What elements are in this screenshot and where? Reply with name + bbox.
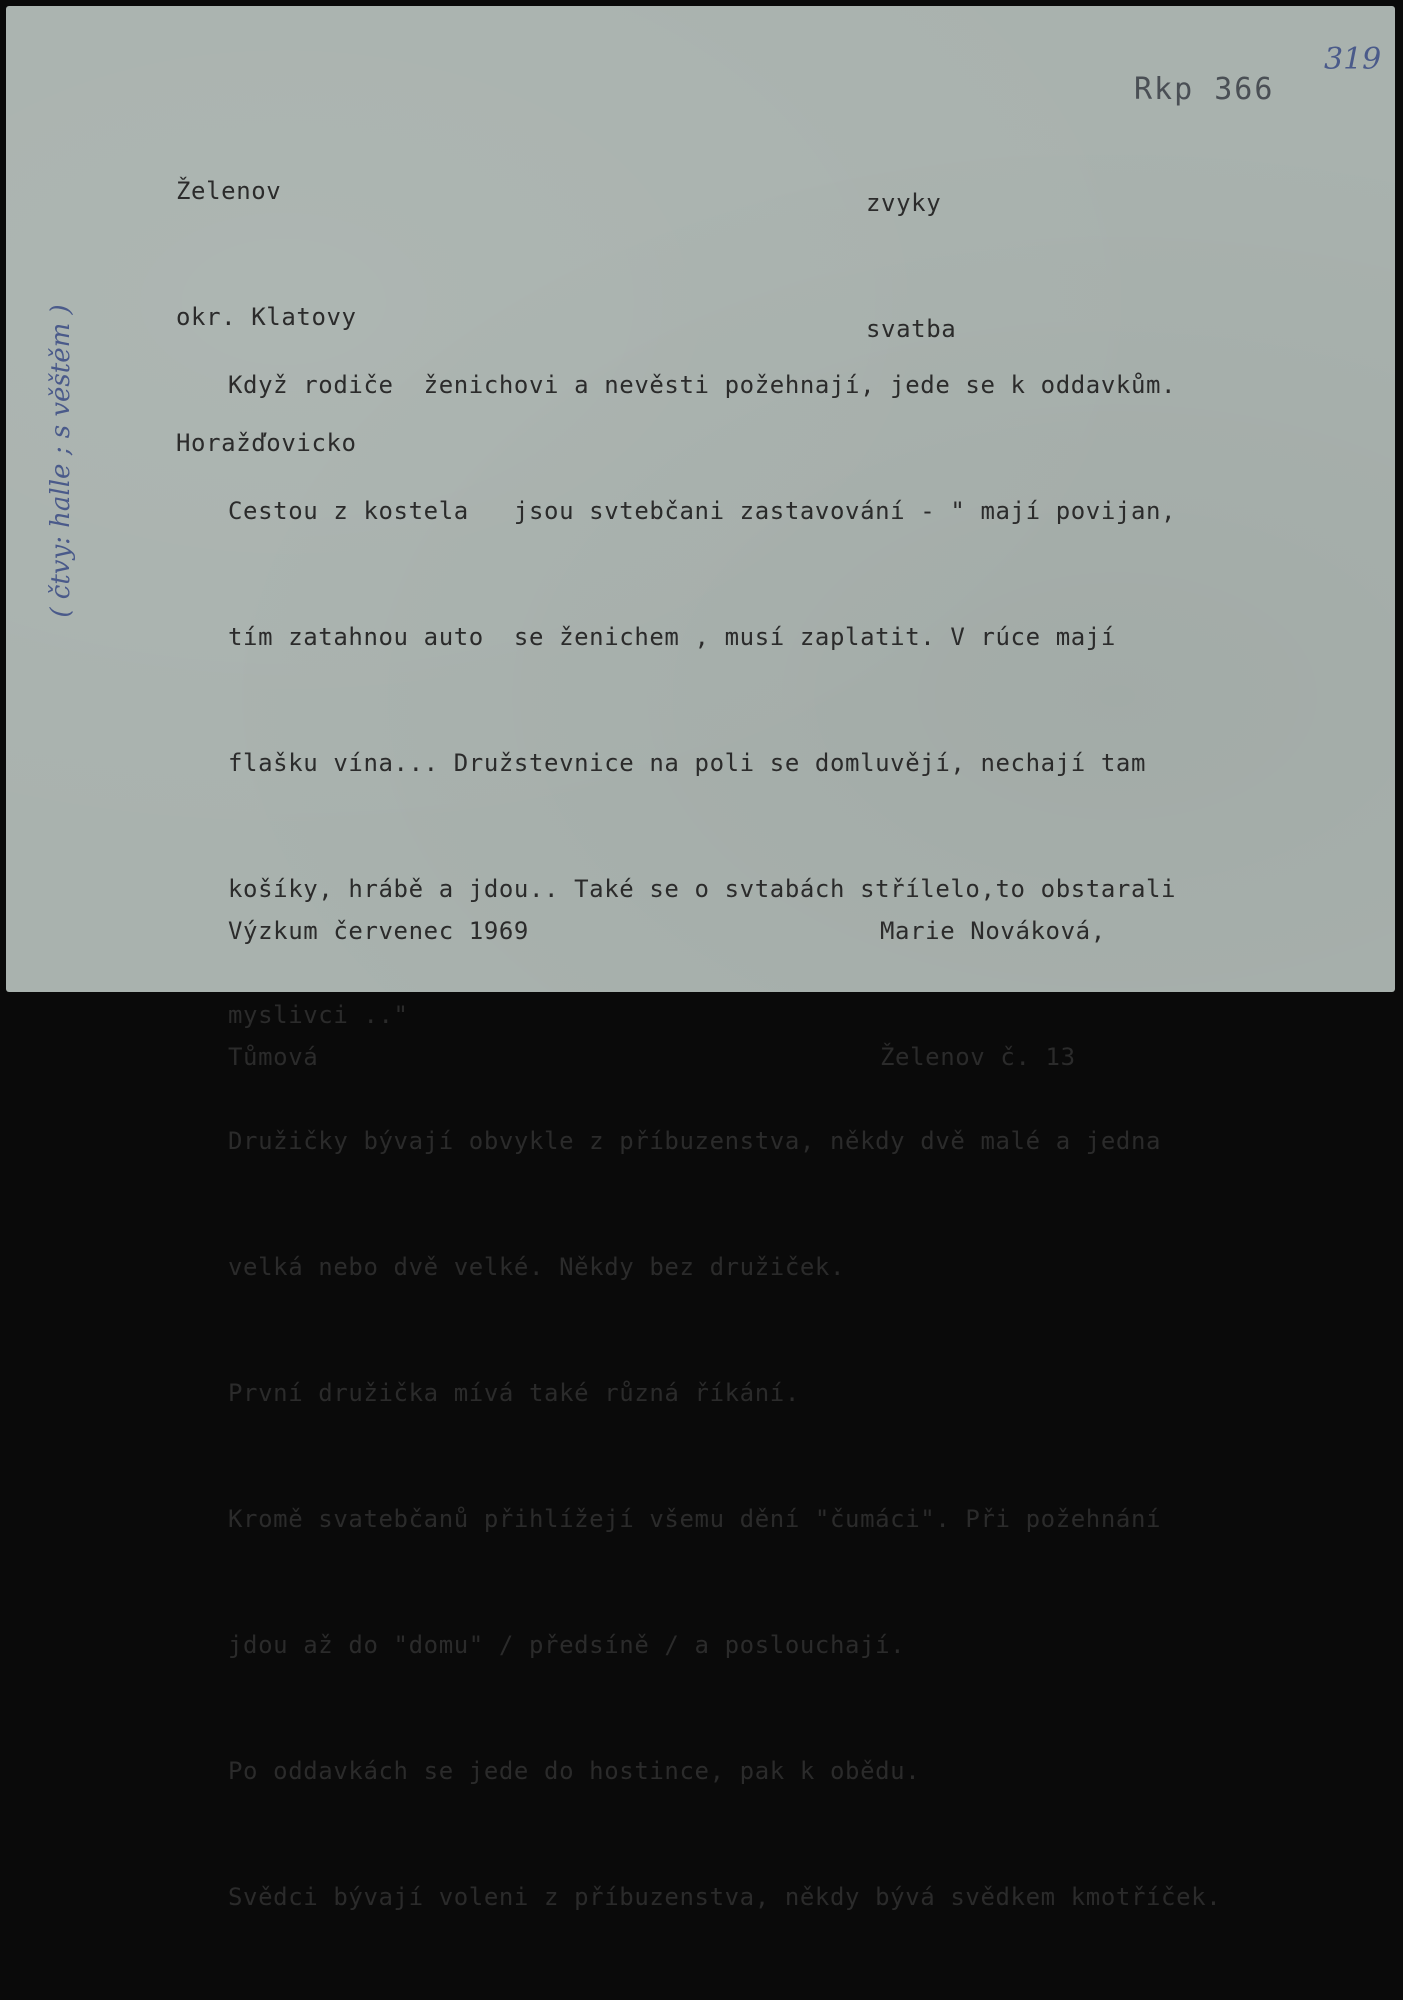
research-credit xyxy=(228,826,529,1162)
keyword-wedding: svatba xyxy=(866,315,957,343)
body-line: Kromě svatebčanů přihlížejí všemu dění "čumáci". Při požehnání xyxy=(228,1505,1162,1533)
research-date: Výzkum červenec 1969 xyxy=(228,917,529,945)
location-district: okr. Klatovy xyxy=(176,303,357,331)
location-village: Želenov xyxy=(176,177,282,205)
body-line: flašku vína... Družstevnice na poli se domluvějí, nechají tam xyxy=(228,749,1147,777)
archive-stamp: Rkp 366 xyxy=(1134,72,1275,107)
informant-address: Želenov č. 13 xyxy=(880,1043,1076,1071)
location-region: Horažďovicko xyxy=(176,429,357,457)
body-line: První družička mívá také různá říkání. xyxy=(228,1379,800,1407)
body-line: velká nebo dvě velké. Někdy bez družiček. xyxy=(228,1253,846,1281)
body-line: Cestou z kostela jsou svtebčani zastavování - " mají povijan, xyxy=(228,497,1177,525)
body-line: Družičky bývají obvykle z příbuzenstva, někdy dvě malé a jedna xyxy=(228,1127,1162,1155)
index-card xyxy=(6,6,1395,1911)
body-line: Když rodiče ženichovi a nevěsti požehnají, jede se k oddavkům. xyxy=(228,371,1177,399)
body-line: Po oddavkách se jede do hostince, pak k obědu. xyxy=(228,1757,921,1785)
keyword-customs: zvyky xyxy=(866,189,942,217)
researcher-name: Tůmová xyxy=(228,1043,319,1071)
page-number: 319 xyxy=(1324,42,1382,77)
body-line: tím zatahnou auto se ženichem , musí zaplatit. V rúce mají xyxy=(228,623,1116,651)
body-line: Svědci bývají voleni z příbuzenstva, někdy bývá svědkem kmotříček. xyxy=(228,1883,1222,1911)
body-line: košíky, hrábě a jdou.. Také se o svtabách střílelo,to obstarali xyxy=(228,875,1177,903)
margin-note: ( čtvy: halle ; s věštěm ) xyxy=(46,304,76,618)
informant-name: Marie Nováková, xyxy=(880,917,1106,945)
informant-block xyxy=(880,826,1106,1162)
body-line: myslivci .." xyxy=(228,1001,409,1029)
body-line: jdou až do "domu" / předsíně / a poslouchají. xyxy=(228,1631,906,1659)
